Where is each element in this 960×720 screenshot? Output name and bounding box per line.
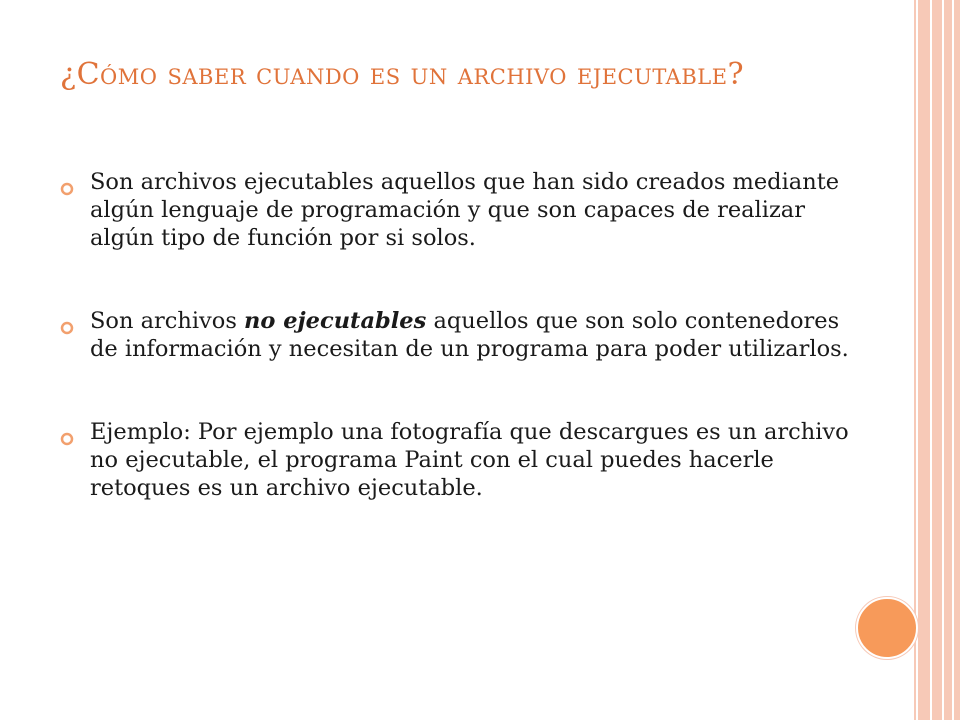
bullet-icon (60, 182, 74, 196)
bullet-icon (60, 432, 74, 446)
decorative-line (942, 0, 944, 720)
bullet-item (60, 307, 850, 363)
bullet-emphasis: no ejecutables (244, 308, 427, 334)
decorative-stripe (914, 0, 916, 720)
decorative-circle (856, 597, 918, 659)
bullet-text: Son archivos ejecutables aquellos que han sido creados mediante algún lenguaje de programación y que son capaces de realizar algún tipo de función por si solos. (90, 169, 840, 251)
bullet-item (60, 168, 850, 252)
bullet-item (60, 418, 850, 502)
slide-title: ¿Cómo saber cuando es un archivo ejecutable? (60, 57, 745, 92)
bullet-icon (60, 321, 74, 335)
bullet-text: Ejemplo: Por ejemplo una fotografía que descargues es un archivo no ejecutable, el programa Paint con el cual puedes hacerle retoques es un archivo ejecutable. (90, 419, 849, 501)
decorative-line (952, 0, 954, 720)
bullet-list (60, 168, 850, 502)
decorative-line (930, 0, 932, 720)
bullet-text-after: aquellos que son solo contenedores de información y necesitan de un programa para poder utilizarlos. (90, 308, 849, 362)
bullet-text-before: Son archivos (90, 308, 245, 334)
